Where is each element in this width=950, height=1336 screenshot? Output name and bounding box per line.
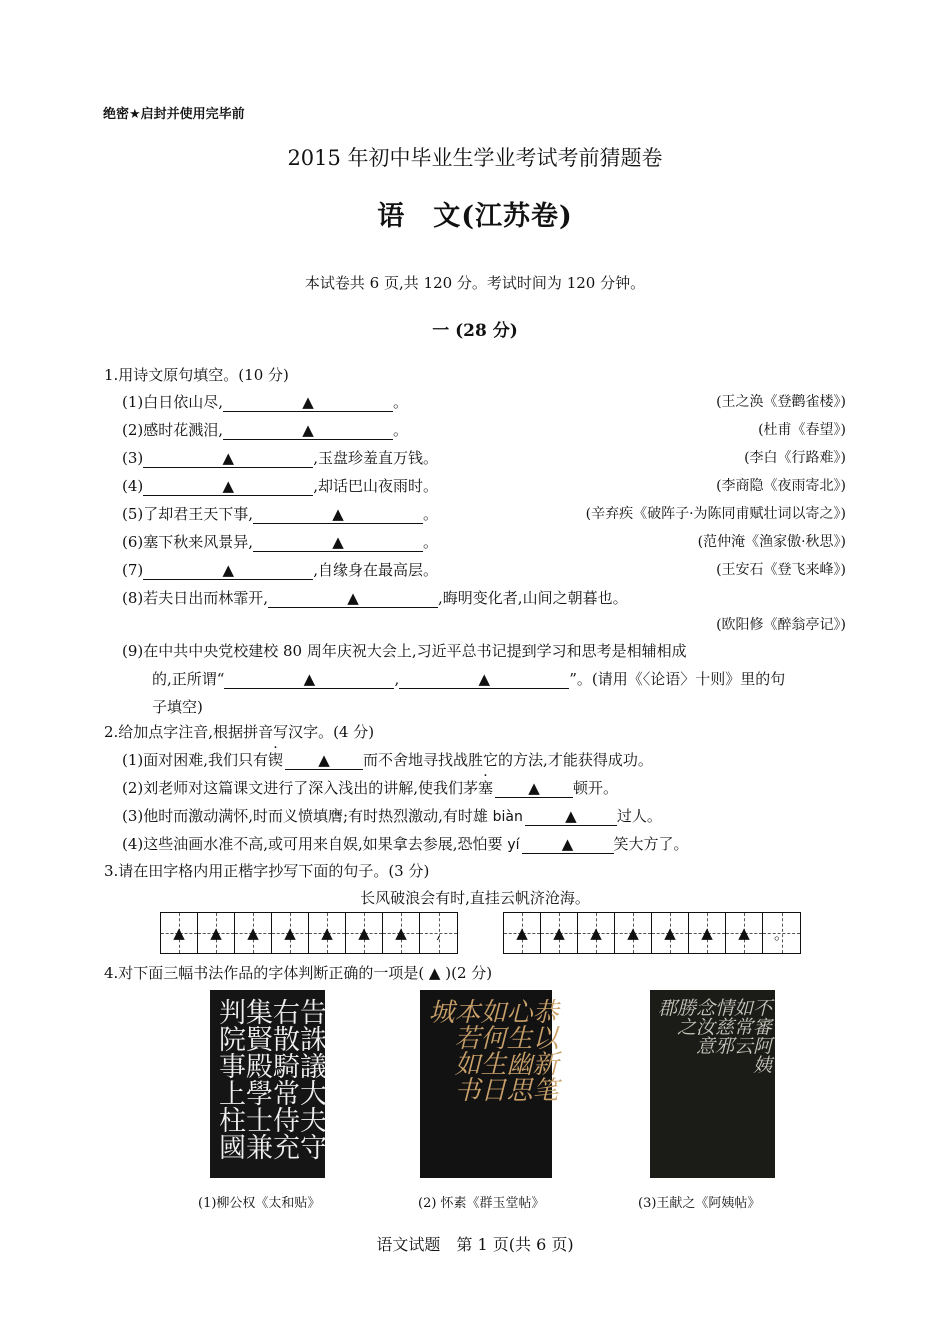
q1-item <box>122 419 408 440</box>
page-footer: 语文试题 第 1 页(共 6 页) <box>376 1235 574 1254</box>
answer-marker: ▲ <box>565 807 577 825</box>
item-text-post: 。 <box>393 421 409 439</box>
q1-stem: 1.用诗文原句填空。(10 分) <box>104 366 289 384</box>
answer-marker: ▲ <box>347 589 359 607</box>
answer-blank[interactable] <box>495 780 573 798</box>
item-text-pre: 若夫日出而林霏开, <box>143 589 269 607</box>
q1-item <box>122 587 628 608</box>
item-text-post: ,晦明变化者,山间之朝暮也。 <box>438 589 628 607</box>
grid-cell[interactable] <box>578 913 615 953</box>
q2-stem: 2.给加点字注音,根据拼音写汉字。(4 分) <box>104 723 375 741</box>
item-number: (3) <box>122 807 144 825</box>
item-number: (1) <box>122 751 144 769</box>
source-citation: (辛弃疾《破阵子·为陈同甫赋壮词以寄之》) <box>585 506 846 522</box>
answer-blank[interactable] <box>253 506 423 524</box>
calligraphy-column: 集賢殿學士兼 <box>241 998 272 1160</box>
q1-item <box>122 559 438 580</box>
q2-item <box>122 833 689 854</box>
answer-blank[interactable] <box>253 534 423 552</box>
answer-blank[interactable]: ▲ <box>399 671 569 689</box>
item-number: (8) <box>122 589 144 607</box>
answer-marker: ▲ <box>222 449 235 467</box>
item-number: (5) <box>122 505 144 523</box>
item-number: (4) <box>122 477 144 495</box>
exam-note: 本试卷共 6 页,共 120 分。考试时间为 120 分钟。 <box>304 274 646 292</box>
grid-cell-char: ▲ <box>664 924 676 942</box>
item-text-post: ,自缘身在最高层。 <box>313 561 439 579</box>
grid-cell[interactable] <box>198 913 235 953</box>
calligraphy-column: 告誅議大夫守 <box>295 998 326 1160</box>
calligraphy-column: 如常云 <box>731 998 753 1055</box>
answer-blank[interactable] <box>143 450 313 468</box>
grid-cell[interactable] <box>272 913 309 953</box>
item-text-post: ,玉盘珍羞直万钱。 <box>313 449 439 467</box>
grid-cell-char: ▲ <box>590 924 602 942</box>
grid-cell-char: ▲ <box>247 924 259 942</box>
item-text-post: 。 <box>423 533 439 551</box>
item-text-pre: 面对困难,我们只有 <box>143 751 269 769</box>
q3-stem: 3.请在田字格内用正楷字抄写下面的句子。(3 分) <box>104 862 430 880</box>
grid-cell-char: ▲ <box>321 924 333 942</box>
item-number: (3) <box>122 449 144 467</box>
item-number: (7) <box>122 561 144 579</box>
calligraphy-column: 本若如书 <box>450 998 480 1102</box>
answer-blank[interactable] <box>143 478 313 496</box>
q2-item <box>122 749 653 770</box>
calligraphy-column: 不審阿姨 <box>750 998 772 1074</box>
item-text-pre: 他时而激动满怀,时而义愤填膺;有时热烈激动,有时雄 <box>143 807 493 825</box>
q1-item <box>122 531 438 552</box>
caption-2: (2) 怀素《群玉堂帖》 <box>418 1196 545 1211</box>
answer-blank[interactable]: ▲ <box>224 671 394 689</box>
answer-blank[interactable] <box>285 752 363 770</box>
grid-cell[interactable] <box>689 913 726 953</box>
grid-cell-char: ▲ <box>395 924 407 942</box>
exam-title: 2015 年初中毕业生学业考试考前猜题卷 <box>287 146 663 170</box>
grid-cell[interactable] <box>420 913 457 953</box>
grid-cell-char: 。 <box>773 924 789 943</box>
q1-item9-line2 <box>152 668 785 689</box>
answer-blank[interactable] <box>143 562 313 580</box>
q4-stem: 4.对下面三幅书法作品的字体判断正确的一项是( ▲ )(2 分) <box>104 964 493 982</box>
source-citation: (范仲淹《渔家傲·秋思》) <box>697 534 846 550</box>
q1-item <box>122 475 438 496</box>
item-text-post: 。 <box>393 393 409 411</box>
confidential-label: 绝密★启封并使用完毕前 <box>103 107 245 122</box>
caption-1: (1)柳公权《太和贴》 <box>198 1196 321 1211</box>
item-text-pre: 刘老师对这篇课文进行了深入浅出的讲解,使我们茅 <box>143 779 479 797</box>
q1-item9-post: ”。(请用《〈论语〉十则》里的句 <box>569 670 786 688</box>
dotted-character: 锲 <box>268 751 284 769</box>
item-text-post: 。 <box>423 505 439 523</box>
source-citation: (王之涣《登鹳雀楼》) <box>716 394 846 410</box>
grid-cell-char: ▲ <box>553 924 565 942</box>
item-text-post: 顿开。 <box>573 779 619 797</box>
q1-item9-mid: , <box>394 670 400 688</box>
source-citation: (杜甫《春望》) <box>758 422 846 438</box>
calligraphy-column: 勝之 <box>674 998 696 1036</box>
grid-cell[interactable] <box>235 913 272 953</box>
grid-cell[interactable] <box>615 913 652 953</box>
calligraphy-column: 情慈邪 <box>712 998 734 1055</box>
grid-cell[interactable] <box>541 913 578 953</box>
item-number: (4) <box>122 835 144 853</box>
calligraphy-column: 郡 <box>655 998 677 1017</box>
q1-item9-pre: 的,正所谓“ <box>152 670 225 688</box>
grid-cell-char: ▲ <box>358 924 370 942</box>
answer-marker: ▲ <box>302 421 314 439</box>
answer-marker: ▲ <box>332 505 344 523</box>
answer-marker: ▲ <box>561 835 574 853</box>
q1-item <box>122 447 438 468</box>
item-number: (2) <box>122 779 144 797</box>
q1-item <box>122 503 438 524</box>
item-text-post: 过人。 <box>616 807 662 825</box>
source-citation: (李白《行路难》) <box>744 450 846 466</box>
calligraphy-column: 念汝意 <box>693 998 715 1055</box>
grid-cell-char: ▲ <box>173 924 185 942</box>
section-heading: 一 (28 分) <box>432 321 518 341</box>
grid-cell-char: ▲ <box>516 924 528 942</box>
calligraphy-column: 恭以新笔 <box>528 998 558 1102</box>
item-number: (6) <box>122 533 144 551</box>
item-number: (2) <box>122 421 144 439</box>
q1-item <box>122 391 408 412</box>
item-text-post: 笑大方了。 <box>613 835 689 853</box>
item-text-post: 而不舍地寻找战胜它的方法,才能获得成功。 <box>363 751 653 769</box>
item-number: (1) <box>122 393 144 411</box>
grid-cell-char: , <box>436 924 441 942</box>
calligraphy-liu-gongquan <box>210 990 325 1178</box>
q1-item9-line3: 子填空) <box>152 698 203 716</box>
grid-cell-char: ▲ <box>627 924 639 942</box>
item-text-pre: 白日依山尽, <box>143 393 224 411</box>
item-text-pre: 塞下秋来风景异, <box>143 533 254 551</box>
calligraphy-wang-xianzhi <box>650 990 775 1178</box>
calligraphy-huai-su <box>420 990 558 1178</box>
grid-cell-char: ▲ <box>210 924 222 942</box>
item-text-post: ,却话巴山夜雨时。 <box>313 477 439 495</box>
answer-marker: ▲ <box>302 393 314 411</box>
grid-cell[interactable] <box>652 913 689 953</box>
q2-item <box>122 805 662 826</box>
grid-cell[interactable] <box>763 913 800 953</box>
calligraphy-column: 心生幽思 <box>502 998 532 1102</box>
q3-sentence: 长风破浪会有时,直挂云帆济沧海。 <box>360 889 590 907</box>
answer-blank[interactable] <box>223 422 393 440</box>
answer-marker: ▲ <box>528 779 540 797</box>
grid-cell-char: ▲ <box>284 924 296 942</box>
answer-marker: ▲ <box>222 561 235 579</box>
writing-grid-right[interactable] <box>503 912 801 954</box>
answer-blank[interactable] <box>268 590 438 608</box>
caption-3: (3)王献之《阿姨帖》 <box>638 1196 761 1211</box>
pinyin-text: yí <box>507 837 520 853</box>
item-text-pre: 感时花溅泪, <box>143 421 224 439</box>
grid-cell[interactable] <box>309 913 346 953</box>
item-text-pre: 这些油画水准不高,或可用来自娱,如果拿去参展,恐怕要 <box>143 835 508 853</box>
grid-cell[interactable] <box>383 913 420 953</box>
q2-item <box>122 777 618 798</box>
dotted-character: 塞 <box>478 779 494 797</box>
item-text-pre: 了却君王天下事, <box>143 505 254 523</box>
calligraphy-column: 右散騎常侍充 <box>268 998 299 1160</box>
source-citation: (欧阳修《醉翁亭记》) <box>716 617 846 633</box>
grid-cell[interactable] <box>161 913 198 953</box>
writing-grid-left[interactable] <box>160 912 458 954</box>
calligraphy-column: 判院事上柱國 <box>214 998 245 1160</box>
answer-blank[interactable] <box>522 836 614 854</box>
calligraphy-column: 如何生日 <box>476 998 506 1102</box>
grid-cell-char: ▲ <box>701 924 713 942</box>
source-citation: (王安石《登飞来峰》) <box>716 562 846 578</box>
grid-cell[interactable] <box>726 913 763 953</box>
answer-blank[interactable] <box>223 394 393 412</box>
subject-title: 语 文(江苏卷) <box>377 201 573 232</box>
answer-marker: ▲ <box>332 533 344 551</box>
grid-cell-char: ▲ <box>738 924 750 942</box>
calligraphy-column: 城 <box>424 998 454 1024</box>
answer-marker: ▲ <box>318 751 330 769</box>
grid-cell[interactable] <box>504 913 541 953</box>
q1-item9-line1: (9)在中共中央党校建校 80 周年庆祝大会上,习近平总书记提到学习和思考是相辅相成 <box>122 642 687 660</box>
answer-marker: ▲ <box>222 477 235 495</box>
pinyin-text: biàn <box>492 809 523 825</box>
answer-blank[interactable] <box>525 808 617 826</box>
source-citation: (李商隐《夜雨寄北》) <box>716 478 846 494</box>
grid-cell[interactable] <box>346 913 383 953</box>
